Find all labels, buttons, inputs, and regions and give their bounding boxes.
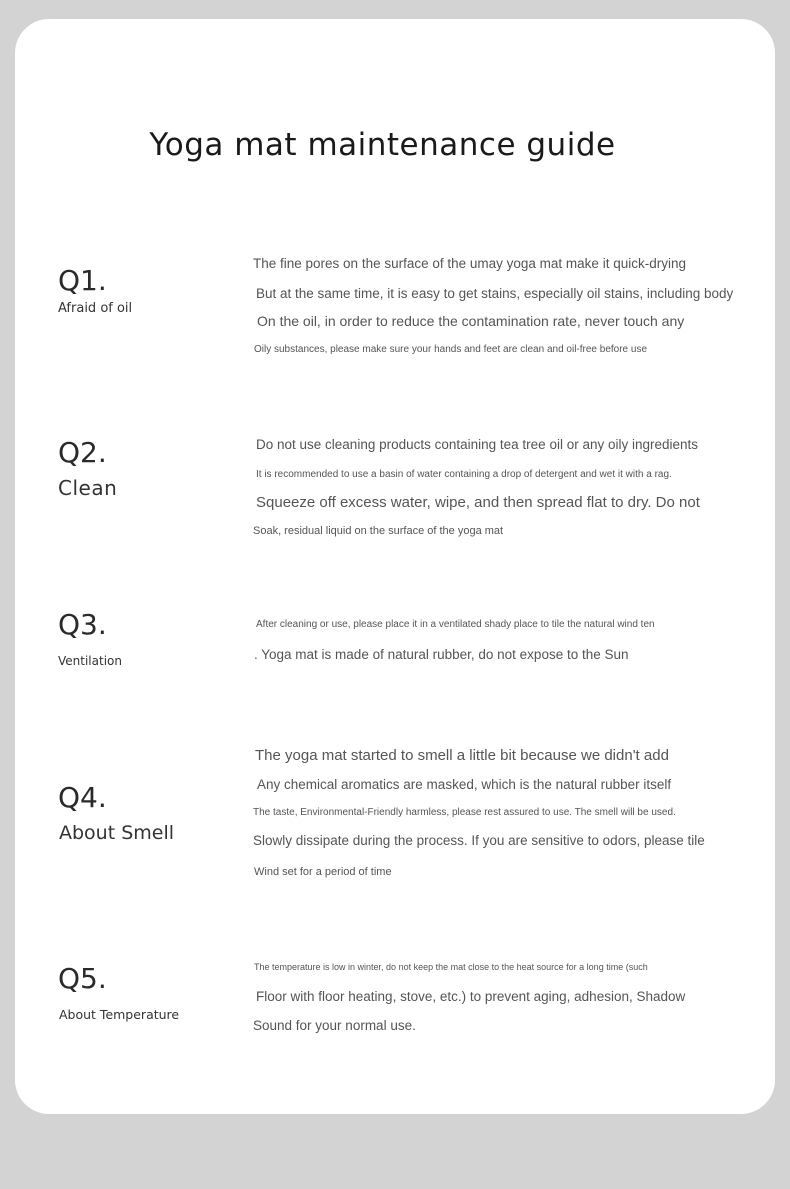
- q4-line-4: Slowly dissipate during the process. If you are sensitive to odors, please tile: [253, 833, 705, 848]
- q3-subtitle: Ventilation: [58, 654, 122, 668]
- q3-line-1: After cleaning or use, please place it in a ventilated shady place to tile the natural wind ten: [256, 619, 655, 630]
- q2-line-3: Squeeze off excess water, wipe, and then spread flat to dry. Do not: [256, 494, 700, 511]
- q5-label: Q5.: [58, 962, 107, 995]
- q4-label: Q4.: [58, 781, 107, 814]
- page-title: Yoga mat maintenance guide: [149, 127, 616, 163]
- q2-label: Q2.: [58, 436, 107, 469]
- q2-line-2: It is recommended to use a basin of water containing a drop of detergent and wet it with a rag.: [256, 469, 672, 480]
- q5-line-1: The temperature is low in winter, do not keep the mat close to the heat source for a long time (such: [254, 962, 648, 972]
- q2-line-1: Do not use cleaning products containing tea tree oil or any oily ingredients: [256, 437, 699, 452]
- q2-subtitle: Clean: [58, 476, 118, 500]
- q4-subtitle: About Smell: [59, 822, 175, 844]
- q1-subtitle: Afraid of oil: [58, 301, 133, 316]
- q2-line-4: Soak, residual liquid on the surface of the yoga mat: [253, 525, 504, 537]
- q3-label: Q3.: [58, 608, 107, 641]
- q4-line-3: The taste, Environmental-Friendly harmless, please rest assured to use. The smell will be used.: [253, 807, 676, 818]
- q4-line-5: Wind set for a period of time: [254, 866, 392, 878]
- q1-label: Q1.: [58, 264, 107, 297]
- q4-line-2: Any chemical aromatics are masked, which is the natural rubber itself: [257, 777, 672, 792]
- q5-line-3: Sound for your normal use.: [253, 1018, 416, 1033]
- q1-line-2: But at the same time, it is easy to get stains, especially oil stains, including body: [256, 286, 734, 301]
- q4-line-1: The yoga mat started to smell a little bit because we didn't add: [255, 747, 669, 764]
- q1-line-4: Oily substances, please make sure your hands and feet are clean and oil-free before use: [254, 344, 648, 355]
- q5-subtitle: About Temperature: [59, 1007, 180, 1022]
- q1-line-3: On the oil, in order to reduce the contamination rate, never touch any: [257, 313, 685, 329]
- q5-line-2: Floor with floor heating, stove, etc.) to prevent aging, adhesion, Shadow: [256, 989, 686, 1004]
- q1-line-1: The fine pores on the surface of the umay yoga mat make it quick-drying: [253, 256, 686, 271]
- guide-card: [15, 19, 775, 1114]
- q3-line-2: . Yoga mat is made of natural rubber, do not expose to the Sun: [254, 647, 629, 662]
